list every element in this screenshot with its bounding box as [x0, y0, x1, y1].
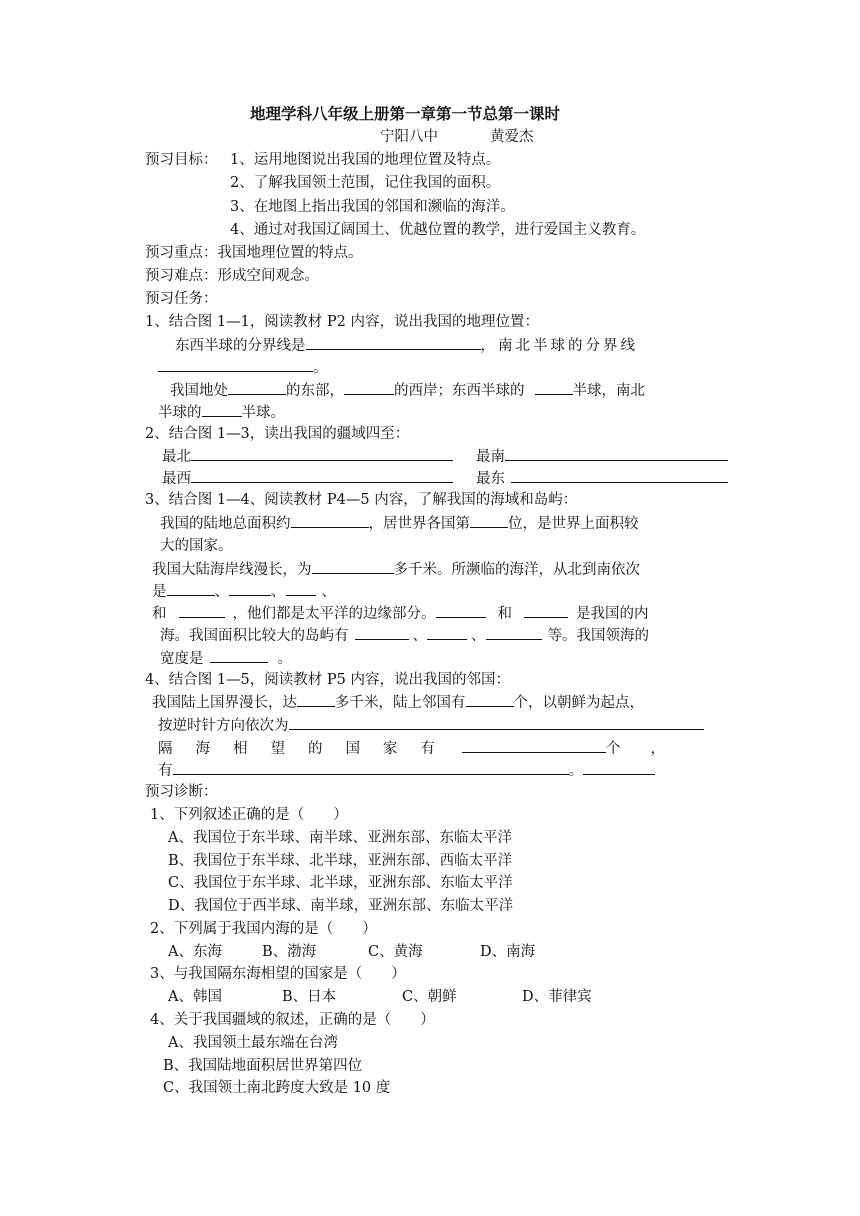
- task2-west: [162, 468, 453, 489]
- text: 位，是世界上面积较: [508, 516, 639, 532]
- text: 是我国的内: [576, 606, 649, 622]
- text: 半球的: [158, 405, 202, 421]
- blank-line[interactable]: [355, 625, 409, 640]
- text: 海: [195, 741, 210, 757]
- task2-south: [476, 446, 728, 467]
- blank-line[interactable]: [436, 603, 486, 618]
- text: 有: [158, 763, 173, 779]
- q1-option-d[interactable]: D、我国位于西半球、南半球，亚洲东部、东临太平洋: [168, 898, 514, 914]
- task3-line5: [152, 603, 649, 624]
- blank-line[interactable]: [179, 603, 225, 618]
- key-point: 预习重点：我国地理位置的特点。: [145, 245, 363, 261]
- blank-line[interactable]: [173, 760, 569, 775]
- goals-label: 预习目标：: [145, 152, 218, 168]
- task1-line4: [158, 402, 285, 423]
- text: 、: [321, 584, 336, 600]
- blank-line[interactable]: [229, 581, 271, 596]
- task1-line2: [158, 357, 328, 378]
- task3-line6: [160, 625, 649, 646]
- blank-line[interactable]: [486, 625, 542, 640]
- task4-line3: [158, 738, 665, 759]
- text: 东西半球的分界线是: [175, 338, 306, 354]
- blank-line[interactable]: [167, 581, 215, 596]
- difficulty: 预习难点：形成空间观念。: [145, 268, 319, 284]
- blank-line[interactable]: [535, 380, 573, 395]
- goal-item: 1、运用地图说出我国的地理位置及特点。: [230, 152, 501, 168]
- q2-option-d[interactable]: D、南海: [480, 944, 536, 960]
- task4-line4: [158, 760, 655, 781]
- text: 最西: [162, 471, 191, 487]
- author-name: 黄爱杰: [490, 129, 534, 145]
- text: 的东部，: [286, 383, 344, 399]
- tasks-label: 预习任务：: [145, 291, 218, 307]
- task3-line4: [152, 581, 336, 602]
- task3-heading: 3、结合图 1—4、阅读教材 P4—5 内容，了解我国的海域和岛屿：: [145, 492, 578, 508]
- question-4: 4、关于我国疆域的叙述，正确的是（ ）: [150, 1012, 435, 1028]
- blank-line[interactable]: [191, 446, 453, 461]
- text: 按逆时针方向依次为: [158, 718, 289, 734]
- task3-line2: 大的国家。: [160, 538, 233, 554]
- blank-line[interactable]: [466, 692, 514, 707]
- school-name: 宁阳八中: [380, 129, 438, 145]
- text: 望: [270, 741, 285, 757]
- text: 、: [214, 584, 229, 600]
- blank-line[interactable]: [202, 402, 242, 417]
- text: 是: [152, 584, 167, 600]
- text: 国: [345, 741, 360, 757]
- q2-option-a[interactable]: A、东海: [168, 944, 222, 960]
- text: 个: [606, 741, 621, 757]
- blank-line[interactable]: [291, 513, 369, 528]
- text: 相: [233, 741, 248, 757]
- task2-east: [476, 468, 728, 489]
- blank-line[interactable]: [511, 468, 728, 483]
- text: 、: [471, 628, 486, 644]
- text: 的: [308, 741, 323, 757]
- blank-line[interactable]: [228, 380, 286, 395]
- text: ，他们都是太平洋的边缘部分。: [232, 606, 436, 622]
- text: 。: [277, 651, 292, 667]
- goal-item: 4、通过对我国辽阔国土、优越位置的教学，进行爱国主义教育。: [230, 222, 646, 238]
- text: 最北: [162, 449, 191, 465]
- text: 我国的陆地总面积约: [160, 516, 291, 532]
- blank-line[interactable]: [427, 625, 467, 640]
- blank-line[interactable]: [312, 559, 394, 574]
- text: 和: [497, 606, 512, 622]
- text: 宽度是: [160, 651, 204, 667]
- blank-line[interactable]: [583, 760, 655, 775]
- text: 个，以朝鲜为起点，: [513, 695, 644, 711]
- q4-option-c[interactable]: C、我国领土南北跨度大致是 10 度: [163, 1080, 391, 1096]
- text: 最东: [476, 471, 505, 487]
- task4-line1: [152, 692, 644, 713]
- diagnosis-label: 预习诊断：: [145, 784, 218, 800]
- question-1: 1、下列叙述正确的是（ ）: [150, 807, 348, 823]
- text: 多千米。所濒临的海洋，从北到南依次: [393, 562, 640, 578]
- text: ，: [650, 741, 665, 757]
- task3-line1: [160, 513, 639, 534]
- question-3: 3、与我国隔东海相望的国家是（ ）: [150, 966, 406, 982]
- text: 多千米，陆上邻国有: [335, 695, 466, 711]
- text: 。: [568, 763, 583, 779]
- q4-option-b[interactable]: B、我国陆地面积居世界第四位: [163, 1058, 363, 1074]
- blank-line[interactable]: [505, 446, 728, 461]
- task1-heading: 1、结合图 1—1，阅读教材 P2 内容，说出我国的地理位置：: [145, 314, 539, 330]
- task3-line3: [152, 559, 640, 580]
- text: 有: [420, 741, 435, 757]
- task1-line1: [175, 335, 638, 356]
- q1-option-b[interactable]: B、我国位于东半球、北半球，亚洲东部、西临太平洋: [168, 853, 513, 869]
- text: 我国大陆海岸线漫长，为: [152, 562, 312, 578]
- text: 海。我国面积比较大的岛屿有: [160, 628, 349, 644]
- q3-option-c[interactable]: C、朝鲜: [402, 989, 457, 1005]
- text: 最南: [476, 449, 505, 465]
- text: 。: [313, 360, 328, 376]
- text: ，居世界各国第: [368, 516, 470, 532]
- goal-item: 3、在地图上指出我国的邻国和濒临的海洋。: [230, 199, 515, 215]
- blank-line[interactable]: [306, 335, 481, 350]
- q2-option-b[interactable]: B、渤海: [262, 944, 317, 960]
- text: ，南北半球的分界线: [480, 338, 638, 354]
- blank-line[interactable]: [191, 468, 453, 483]
- blank-line[interactable]: [289, 715, 704, 730]
- text: 我国陆上国界漫长，达: [152, 695, 297, 711]
- text: 我国地处: [170, 383, 228, 399]
- text: 和: [152, 606, 167, 622]
- blank-line[interactable]: [286, 581, 316, 596]
- q4-option-a[interactable]: A、我国领土最东端在台湾: [168, 1035, 338, 1051]
- text: 、: [412, 628, 427, 644]
- goal-item: 2、了解我国领土范围，记住我国的面积。: [230, 175, 501, 191]
- blank-line[interactable]: [470, 513, 508, 528]
- text: 家: [383, 741, 398, 757]
- text: 等。我国领海的: [547, 628, 649, 644]
- q1-option-c[interactable]: C、我国位于东半球、北半球，亚洲东部、东临太平洋: [168, 875, 513, 891]
- page-title: 地理学科八年级上册第一章第一节总第一课时: [250, 104, 561, 123]
- blank-line[interactable]: [158, 357, 313, 372]
- task4-heading: 4、结合图 1—5，阅读教材 P5 内容，说出我国的邻国：: [145, 672, 510, 688]
- task1-line3: [170, 380, 645, 401]
- q3-option-a[interactable]: A、韩国: [168, 989, 222, 1005]
- task3-line7: [160, 648, 292, 669]
- text: 、: [271, 584, 286, 600]
- blank-line[interactable]: [344, 380, 394, 395]
- task2-heading: 2、结合图 1—3，读出我国的疆域四至：: [145, 426, 410, 442]
- question-2: 2、下列属于我国内海的是（ ）: [150, 921, 377, 937]
- blank-line[interactable]: [210, 648, 268, 663]
- q2-option-c[interactable]: C、黄海: [368, 944, 423, 960]
- blank-line[interactable]: [462, 738, 606, 753]
- task4-line2: [158, 715, 704, 736]
- text: 的西岸；东西半球的: [394, 383, 525, 399]
- q1-option-a[interactable]: A、我国位于东半球、南半球、亚洲东部、东临太平洋: [168, 830, 512, 846]
- task2-north: [162, 446, 453, 467]
- blank-line[interactable]: [297, 692, 335, 707]
- text: 隔: [158, 741, 173, 757]
- q3-option-d[interactable]: D、菲律宾: [522, 989, 592, 1005]
- q3-option-b[interactable]: B、日本: [282, 989, 337, 1005]
- text: 半球。: [241, 405, 285, 421]
- blank-line[interactable]: [524, 603, 568, 618]
- text: 半球，南北: [572, 383, 645, 399]
